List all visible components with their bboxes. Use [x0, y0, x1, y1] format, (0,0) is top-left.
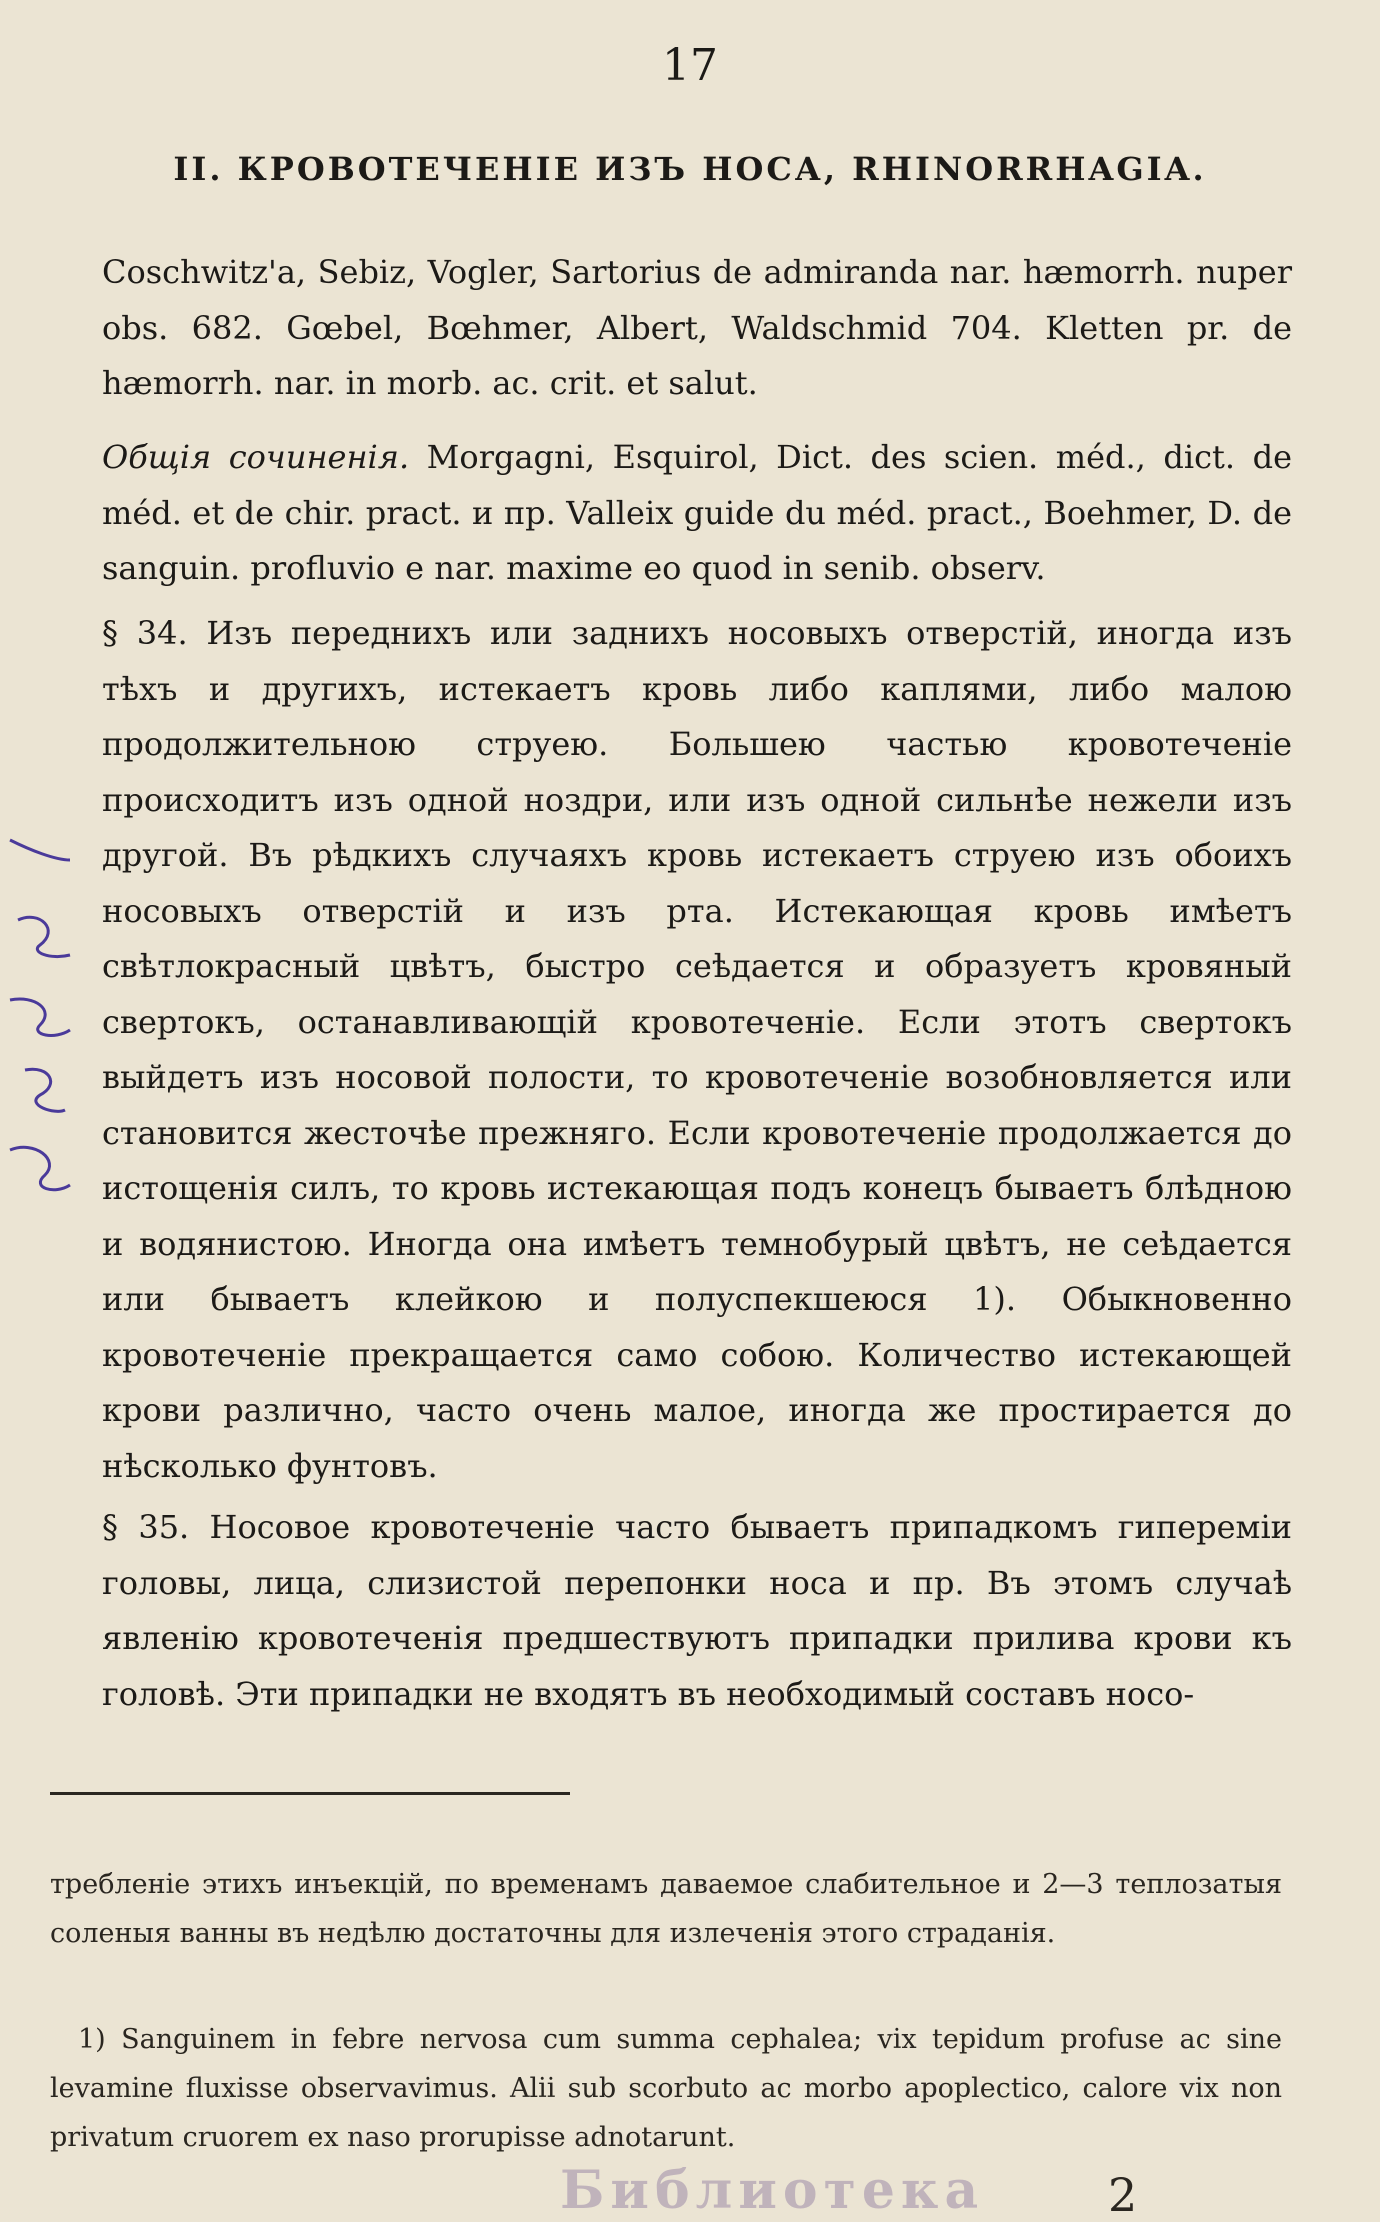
references-paragraph: Coschwitz'a, Sebiz, Vogler, Sartorius de admiranda nar. hæmorrh. nuper obs. 682. Gœbel, Bœhmer, Albert, Waldschmid 704. Kletten pr. de hæmorrh. nar. in morb. ac. crit. et salut.	[102, 253, 1292, 402]
section-35-paragraph: § 35. Носовое кровотеченіе часто бываетъ припадкомъ гипереміи головы, лица, слизистой перепонки носа и пр. Въ этомъ случаѣ явленію кровотеченія предшествуютъ припадки прилива крови къ головѣ. Эти припадки не входятъ въ необходимый составъ носо-	[102, 1508, 1292, 1713]
signature-mark: 2	[1108, 2168, 1138, 2222]
footnote-1: 1) Sanguinem in febre nervosa cum summa cephalea; vix tepidum profuse ac sine levamine fluxisse observavimus. Alii sub scorbuto ac morbo apoplectico, calore vix non privatum cruorem ex naso prorupisse adnotarunt.	[50, 2024, 1282, 2153]
footnote-rule	[50, 1792, 570, 1795]
footnote-continuation: требленіе этихъ инъекцій, по временамъ даваемое слабительное и 2—3 теплозатыя соленыя ванны въ недѣлю достаточны для излеченія этого страданія.	[50, 1869, 1282, 1949]
library-stamp: Библиотека	[560, 2160, 985, 2221]
general-works-text: Morgagni, Esquirol, Dict. des scien. méd., dict. de méd. et de chir. pract. и пр. Valleix guide du méd. pract., Boehmer, D. de sanguin. profluvio e nar. maxime eo quod in senib. observ.	[102, 438, 1293, 587]
section-34-paragraph: § 34. Изъ переднихъ или заднихъ носовыхъ отверстій, иногда изъ тѣхъ и другихъ, истекаетъ кровь либо каплями, либо малою продолжительною струею. Большею частью кровотеченіе происходитъ изъ одной ноздри, или изъ одной сильнѣе нежели изъ другой. Въ рѣдкихъ случаяхъ кровь истекаетъ струею изъ обоихъ носовыхъ отверстій и изъ рта. Истекающая кровь имѣетъ свѣтлокрасный цвѣтъ, быстро сеѣдается и образуетъ кровяный свертокъ, останавливающій кровотеченіе. Если этотъ свертокъ выйдетъ изъ носовой полости, то кровотеченіе возобновляется или становится жесточѣе прежняго. Если кровотеченіе продолжается до истощенія силъ, то кровь истекающая подъ конецъ бываетъ блѣдною и водянистою. Иногда она имѣетъ темнобурый цвѣтъ, не сеѣдается или бываетъ клейкою и полуспекшеюся 1). Обыкновенно кровотеченіе прекращается само собою. Количество истекающей крови различно, часто очень малое, иногда же простирается до нѣсколько фунтовъ.	[102, 614, 1292, 1485]
margin-ink-marks	[0, 820, 80, 1240]
general-works-paragraph	[102, 430, 1292, 597]
page-number: 17	[662, 40, 718, 91]
section-heading: II. КРОВОТЕЧЕНІЕ ИЗЪ НОСА, RHINORRHAGIA.	[173, 150, 1207, 188]
general-works-label: Общія сочиненія.	[102, 438, 410, 476]
